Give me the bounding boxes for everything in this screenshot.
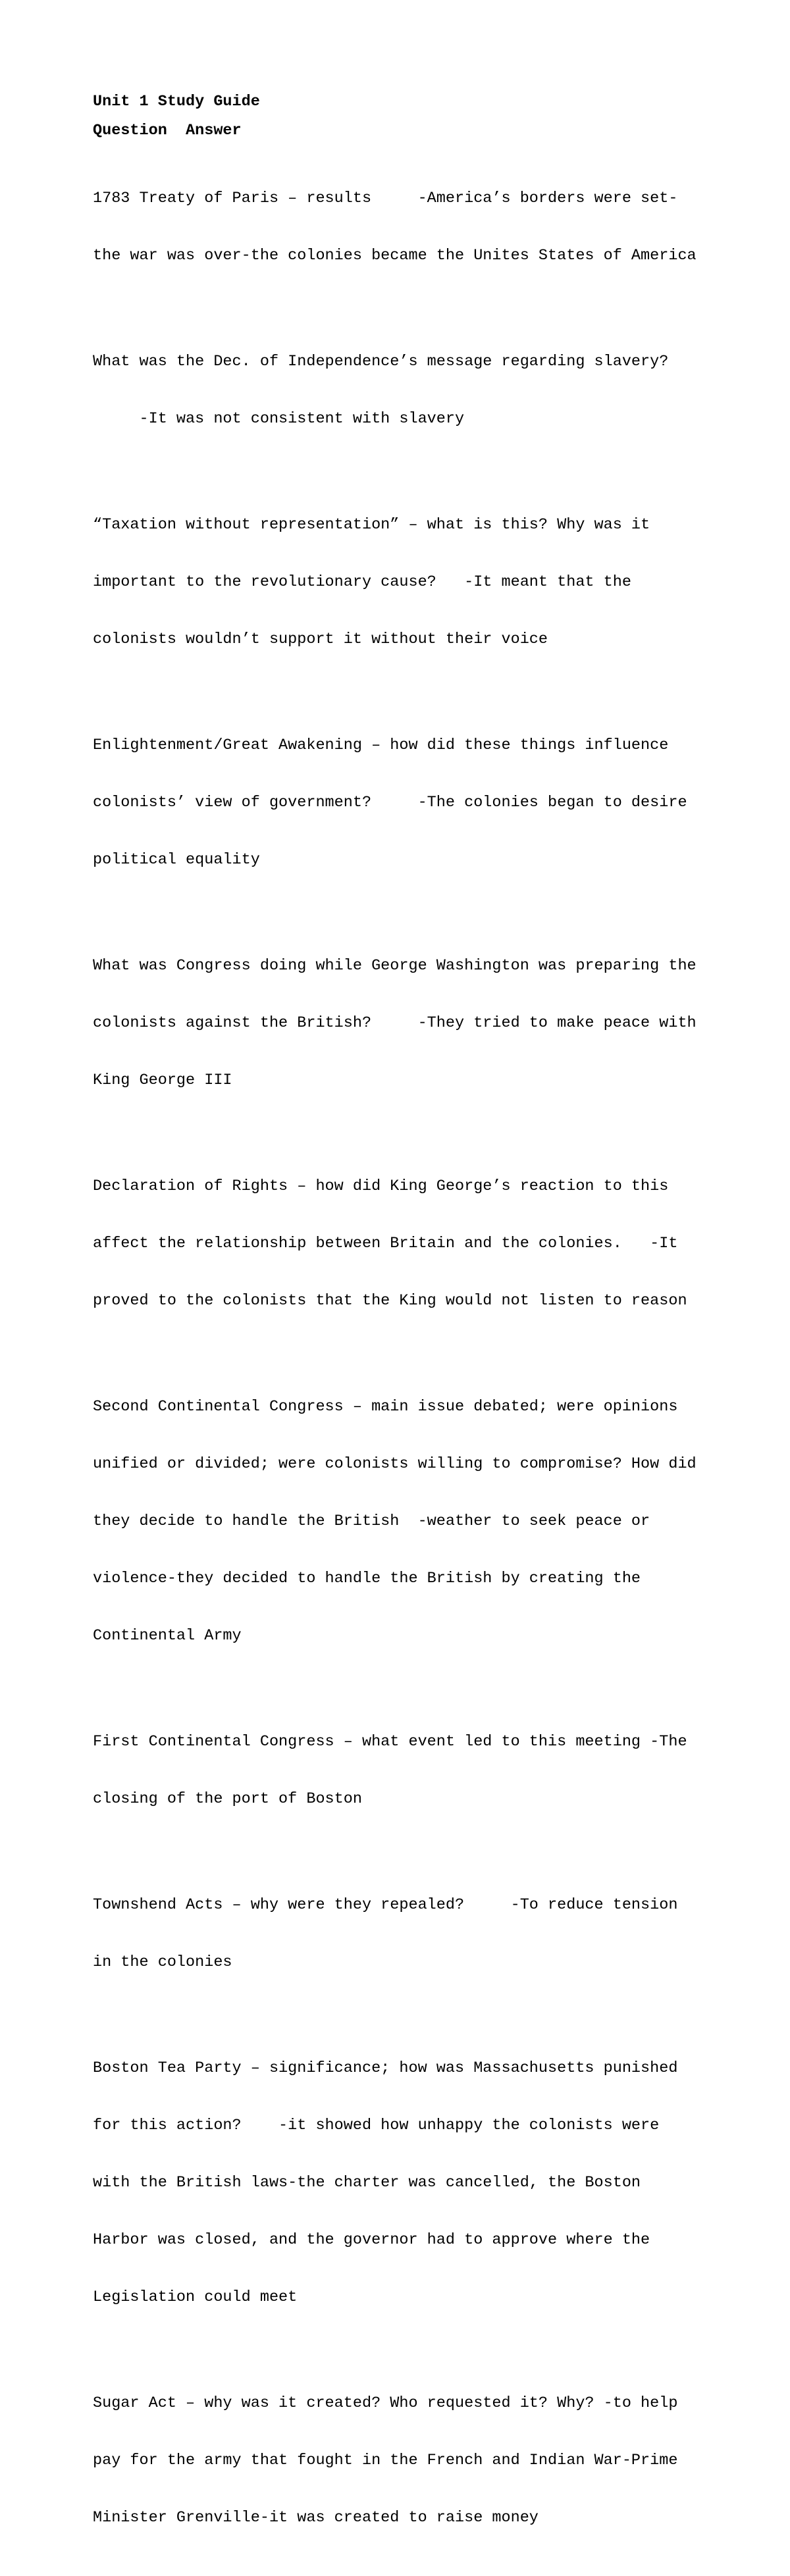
entry-line: What was Congress doing while George Washington was preparing the xyxy=(93,957,697,975)
entry-line: First Continental Congress – what event led to this meeting -The xyxy=(93,1733,687,1751)
qa-entry xyxy=(93,151,725,303)
qa-entry xyxy=(93,1359,725,1684)
entry-line: 1783 Treaty of Paris – results -America’s borders were set- xyxy=(93,190,678,207)
entry-line: Enlightenment/Great Awakening – how did these things influence xyxy=(93,736,669,754)
document-body xyxy=(93,92,725,2576)
qa-entry xyxy=(93,1857,725,2010)
entry-line: -It was not consistent with slavery xyxy=(93,410,465,428)
qa-entry xyxy=(93,918,725,1128)
entry-line: Minister Grenville-it was created to raise money xyxy=(93,2509,539,2527)
qa-entry xyxy=(93,2356,725,2565)
entry-line: Continental Army xyxy=(93,1627,242,1645)
entry-line: unified or divided; were colonists willing to compromise? How did xyxy=(93,1455,697,1473)
entry-line: Sugar Act – why was it created? Who requested it? Why? -to help xyxy=(93,2394,678,2412)
entry-line: pay for the army that fought in the French and Indian War-Prime xyxy=(93,2452,678,2469)
entry-line: important to the revolutionary cause? -It meant that the xyxy=(93,573,631,591)
entry-line: violence-they decided to handle the British by creating the xyxy=(93,1570,641,1587)
entry-line: Townshend Acts – why were they repealed? -To reduce tension xyxy=(93,1896,678,1914)
entry-line: colonists’ view of government? -The colonies began to desire xyxy=(93,794,687,811)
qa-entry xyxy=(93,314,725,467)
qa-entry xyxy=(93,1694,725,1847)
entry-line: colonists wouldn’t support it without their voice xyxy=(93,631,548,648)
entry-line: What was the Dec. of Independence’s message regarding slavery? xyxy=(93,353,669,371)
entry-line: in the colonies xyxy=(93,1953,232,1971)
qa-entry xyxy=(93,1139,725,1349)
qa-entry xyxy=(93,698,725,908)
entry-line: affect the relationship between Britain and the colonies. -It xyxy=(93,1235,678,1252)
entry-line: “Taxation without representation” – what is this? Why was it xyxy=(93,516,650,534)
entry-line: Harbor was closed, and the governor had to approve where the xyxy=(93,2231,650,2249)
qa-entry xyxy=(93,2021,725,2345)
entry-line: proved to the colonists that the King would not listen to reason xyxy=(93,1292,687,1310)
entry-line: colonists against the British? -They tried to make peace with xyxy=(93,1014,697,1032)
qa-entry xyxy=(93,477,725,687)
entry-line: Boston Tea Party – significance; how was Massachusetts punished xyxy=(93,2059,678,2077)
entry-line: Declaration of Rights – how did King George’s reaction to this xyxy=(93,1177,669,1195)
entry-line: Legislation could meet xyxy=(93,2288,298,2306)
column-header: Question Answer xyxy=(93,122,242,140)
entry-line: King George III xyxy=(93,1071,232,1089)
entry-line: with the British laws-the charter was cancelled, the Boston xyxy=(93,2174,641,2192)
entry-line: they decide to handle the British -weather to seek peace or xyxy=(93,1512,650,1530)
entry-line: Second Continental Congress – main issue debated; were opinions xyxy=(93,1398,678,1416)
entry-line: the war was over-the colonies became the Unites States of America xyxy=(93,247,697,265)
entry-line: for this action? -it showed how unhappy the colonists were xyxy=(93,2117,660,2134)
document-title: Unit 1 Study Guide xyxy=(93,93,260,111)
entry-line: closing of the port of Boston xyxy=(93,1790,362,1808)
entry-line: political equality xyxy=(93,851,260,869)
